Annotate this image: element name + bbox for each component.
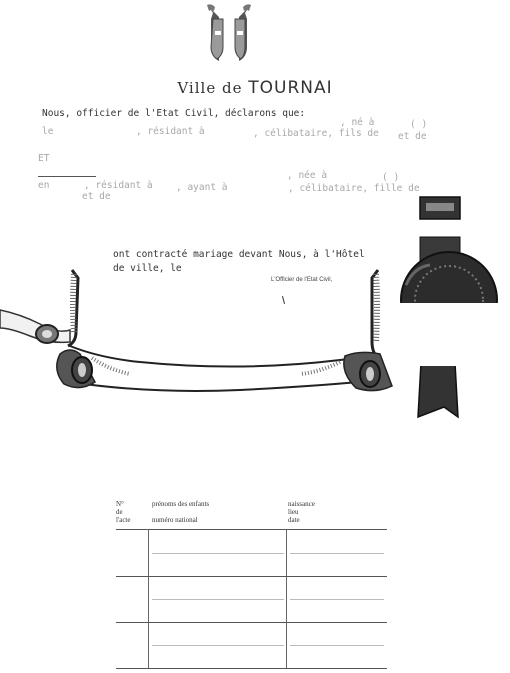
text-residant-2: , résidant à [84,180,153,191]
table-row-rule-1 [116,576,387,577]
officer-signature-label: L'Officier de l'Etat Civil, [271,277,333,283]
col-acte-header [116,500,130,524]
col-acte-line-2: de [116,508,123,516]
col-acte-line-1: N° [116,500,124,508]
col-prenoms-header: prénoms des enfants [152,500,210,508]
col-naissance-line-3: date [288,516,300,524]
text-celibataire-2: , célibataire, fille de [288,183,420,194]
table-row-rule-2 [116,622,387,623]
row-1-subline [152,553,284,554]
table-col-divider-2 [286,529,287,669]
row-2-date-subline [290,599,384,600]
text-nee-a: , née à [287,170,328,181]
text-et-de-2: et de [82,191,111,202]
col-naissance-line-2: lieu [288,508,299,516]
text-paren-2: ( ) [382,172,400,183]
title-prefix: Ville de [177,79,243,97]
table-col-divider-1 [148,529,149,669]
text-paren-1: ( ) [410,119,428,130]
city-crest-icon [203,3,255,63]
scroll-banner-icon [0,262,420,397]
et-marker: ET [38,153,50,164]
col-acte-line-3: l'acte [116,516,131,524]
table-row-rule-3 [116,668,387,669]
text-en: en [38,180,50,191]
text-ayant-a: , ayant à [176,182,228,193]
text-residant-1: , résidant à [136,126,205,137]
text-et-de-1: et de [398,131,427,142]
col-naissance-line-1: naissance [288,500,315,508]
mariage-line-1: ont contracté mariage devant Nous, à l'Hôtel [113,249,365,260]
text-le: le [42,126,54,137]
text-ne-a: , né à [340,117,375,128]
row-3-subline [152,645,284,646]
row-1-date-subline [290,553,384,554]
declaration-intro: Nous, officier de l'Etat Civil, déclarons que: [42,108,306,119]
col-naissance-header [288,500,315,524]
mariage-line-2: de ville, le [113,263,182,274]
redaction-block [397,303,508,366]
row-3-date-subline [290,645,384,646]
document-title [0,78,510,98]
text-celibataire-1: , célibataire, fils de [253,128,379,139]
title-city: TOURNAI [248,78,333,98]
row-2-subline [152,599,284,600]
name-line [38,176,96,177]
table-header-rule [116,529,387,530]
col-numero-header: numéro national [152,516,198,524]
